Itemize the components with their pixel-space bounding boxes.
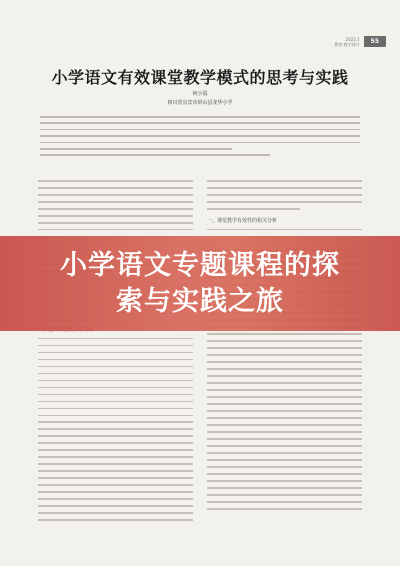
abstract-line (40, 142, 360, 144)
body-text-line (207, 473, 362, 475)
banner-heading-line2: 索与实践之旅 (116, 286, 284, 317)
journal-meta-line2: 教育·教学探讨 (334, 41, 360, 47)
article-author: 何小霞 (192, 91, 208, 97)
section-heading-right: 一、课堂教学有效性的相关分析 (207, 217, 278, 224)
body-text-line (207, 508, 362, 510)
body-text-line (207, 438, 362, 440)
body-text-line (207, 459, 362, 461)
body-text-line (207, 368, 362, 370)
body-text-line (207, 229, 362, 231)
body-text-line (207, 382, 362, 384)
body-text-line (38, 338, 193, 340)
body-text-line (38, 470, 193, 472)
body-text-line (38, 435, 193, 437)
body-text-line (207, 389, 362, 391)
body-text-line (38, 401, 193, 403)
body-text-line (38, 442, 193, 444)
body-text-line (38, 408, 193, 410)
body-text-line (207, 340, 362, 342)
body-text-line (207, 480, 362, 482)
abstract-line (40, 135, 360, 137)
article-affiliation: 四川省宜宾市屏山县龙华小学 (167, 100, 233, 106)
body-text-line (38, 491, 193, 493)
body-text-line (38, 215, 193, 217)
body-text-line (207, 494, 362, 496)
body-text-line (38, 359, 193, 361)
body-text-line (207, 410, 362, 412)
body-text-line (38, 366, 193, 368)
body-text-line (38, 208, 193, 210)
body-text-line (207, 180, 362, 182)
body-text-line (38, 394, 193, 396)
body-text-line (207, 431, 362, 433)
body-text-line (38, 498, 193, 500)
body-text-line (38, 505, 193, 507)
body-text-line (38, 187, 193, 189)
abstract-line (40, 148, 232, 150)
body-text-line (207, 354, 362, 356)
body-text-line (207, 396, 362, 398)
body-text-line (38, 449, 193, 451)
body-text-line (38, 428, 193, 430)
keywords-line (40, 154, 270, 156)
body-text-line (38, 373, 193, 375)
body-text-line (38, 456, 193, 458)
page-number-badge: 55 (364, 36, 386, 47)
body-text-line (38, 345, 193, 347)
journal-meta-line1: 2022.1 (345, 36, 360, 42)
abstract-line (40, 129, 360, 131)
body-text-line (38, 519, 193, 521)
body-text-line (207, 466, 362, 468)
abstract-line (40, 122, 360, 124)
banner-heading (0, 248, 400, 320)
body-text-line (207, 201, 362, 203)
article-title: 小学语文有效课堂教学模式的思考与实践 (51, 68, 349, 87)
body-text-line (38, 380, 193, 382)
body-text-line (207, 194, 362, 196)
body-text-line (38, 201, 193, 203)
body-text-line (207, 347, 362, 349)
body-text-line (38, 222, 193, 224)
abstract-block (40, 116, 360, 161)
body-text-line (207, 424, 362, 426)
body-column-left (38, 180, 193, 526)
body-column-right (207, 180, 362, 515)
body-text-line (38, 477, 193, 479)
body-text-line (38, 352, 193, 354)
body-text-line (38, 229, 193, 231)
body-text-line (38, 415, 193, 417)
body-text-line (38, 421, 193, 423)
body-text-line (207, 187, 362, 189)
body-text-line (38, 512, 193, 514)
body-text-line (207, 452, 362, 454)
body-text-line (207, 501, 362, 503)
body-text-line (207, 333, 362, 335)
body-text-line (38, 180, 193, 182)
body-text-line (38, 463, 193, 465)
body-text-line (207, 417, 362, 419)
body-text-line (207, 487, 362, 489)
body-text-line (207, 375, 362, 377)
body-text-line (207, 361, 362, 363)
abstract-line (40, 116, 360, 118)
body-text-line (207, 445, 362, 447)
body-text-line (38, 387, 193, 389)
body-text-line (207, 403, 362, 405)
page-header (334, 36, 386, 47)
body-text-line (38, 194, 193, 196)
body-text-line (38, 484, 193, 486)
journal-meta (334, 37, 359, 47)
body-text-line (207, 208, 300, 210)
banner-heading-line1: 小学语文专题课程的探 (60, 250, 340, 281)
